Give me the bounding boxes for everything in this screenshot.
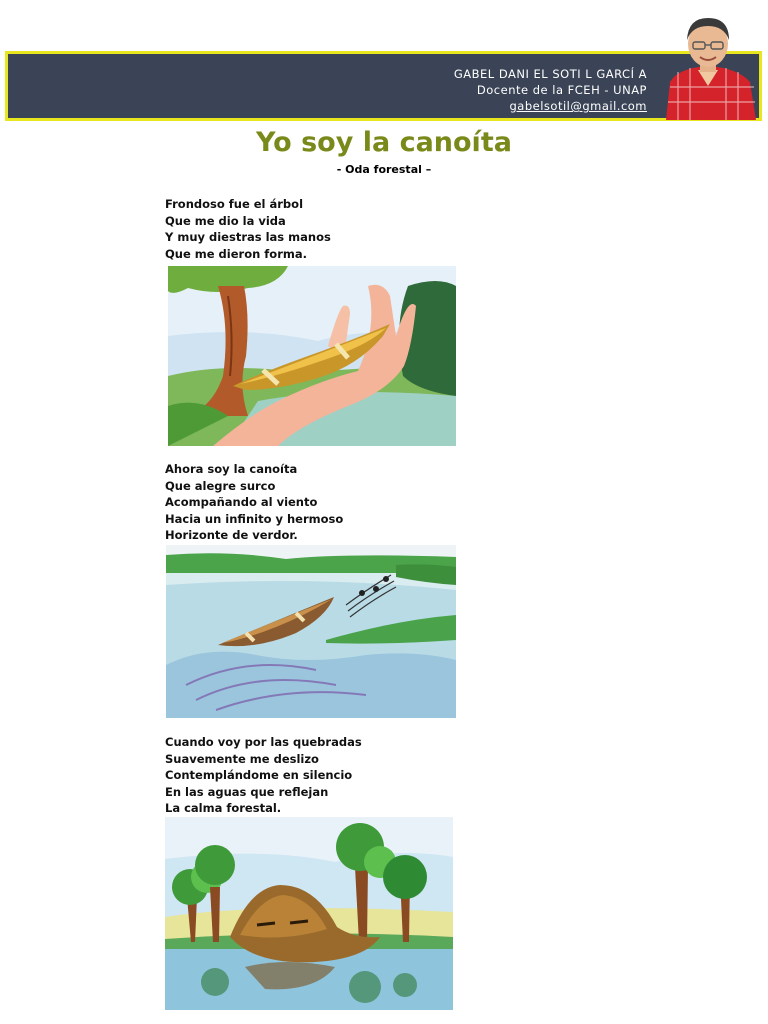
verse-line: Horizonte de verdor.	[165, 528, 298, 542]
author-email-link[interactable]: gabelsotil@gmail.com	[509, 99, 647, 113]
verse-line: Cuando voy por las quebradas	[165, 735, 362, 749]
illustration-hand-canoe	[168, 266, 456, 446]
verse-line: En las aguas que reflejan	[165, 784, 329, 799]
poem-subtitle: - Oda forestal –	[336, 163, 432, 176]
verse-line: Que alegre surco	[165, 478, 276, 493]
illustration-canoe-river	[166, 545, 456, 718]
verse-line: Suavemente me deslizo	[165, 751, 319, 766]
author-photo	[658, 12, 758, 120]
verse-line: La calma forestal.	[165, 801, 282, 815]
author-name: GABEL DANI EL SOTI L GARCÍ A	[453, 67, 647, 81]
author-role: Docente de la FCEH - UNAP	[476, 83, 647, 97]
verse-line: Hacia un infinito y hermoso	[165, 511, 344, 526]
verse-line: Contemplándome en silencio	[165, 768, 353, 782]
verse-line: Que me dieron forma.	[165, 246, 307, 261]
header-banner	[5, 51, 762, 121]
verse-line: Acompañando al viento	[165, 495, 318, 509]
stanza-2	[165, 461, 343, 544]
verse-line: Frondoso fue el árbol	[165, 197, 304, 211]
illustration-canoe-trees	[165, 817, 453, 1010]
verse-line: Y muy diestras las manos	[165, 230, 331, 244]
verse-line: Que me dio la vida	[165, 213, 286, 228]
verse-line: Ahora soy la canoíta	[165, 462, 298, 476]
author-info	[454, 66, 647, 114]
stanza-1	[165, 196, 331, 262]
stanza-3	[165, 734, 362, 817]
poem-title: Yo soy la canoíta	[256, 127, 512, 158]
